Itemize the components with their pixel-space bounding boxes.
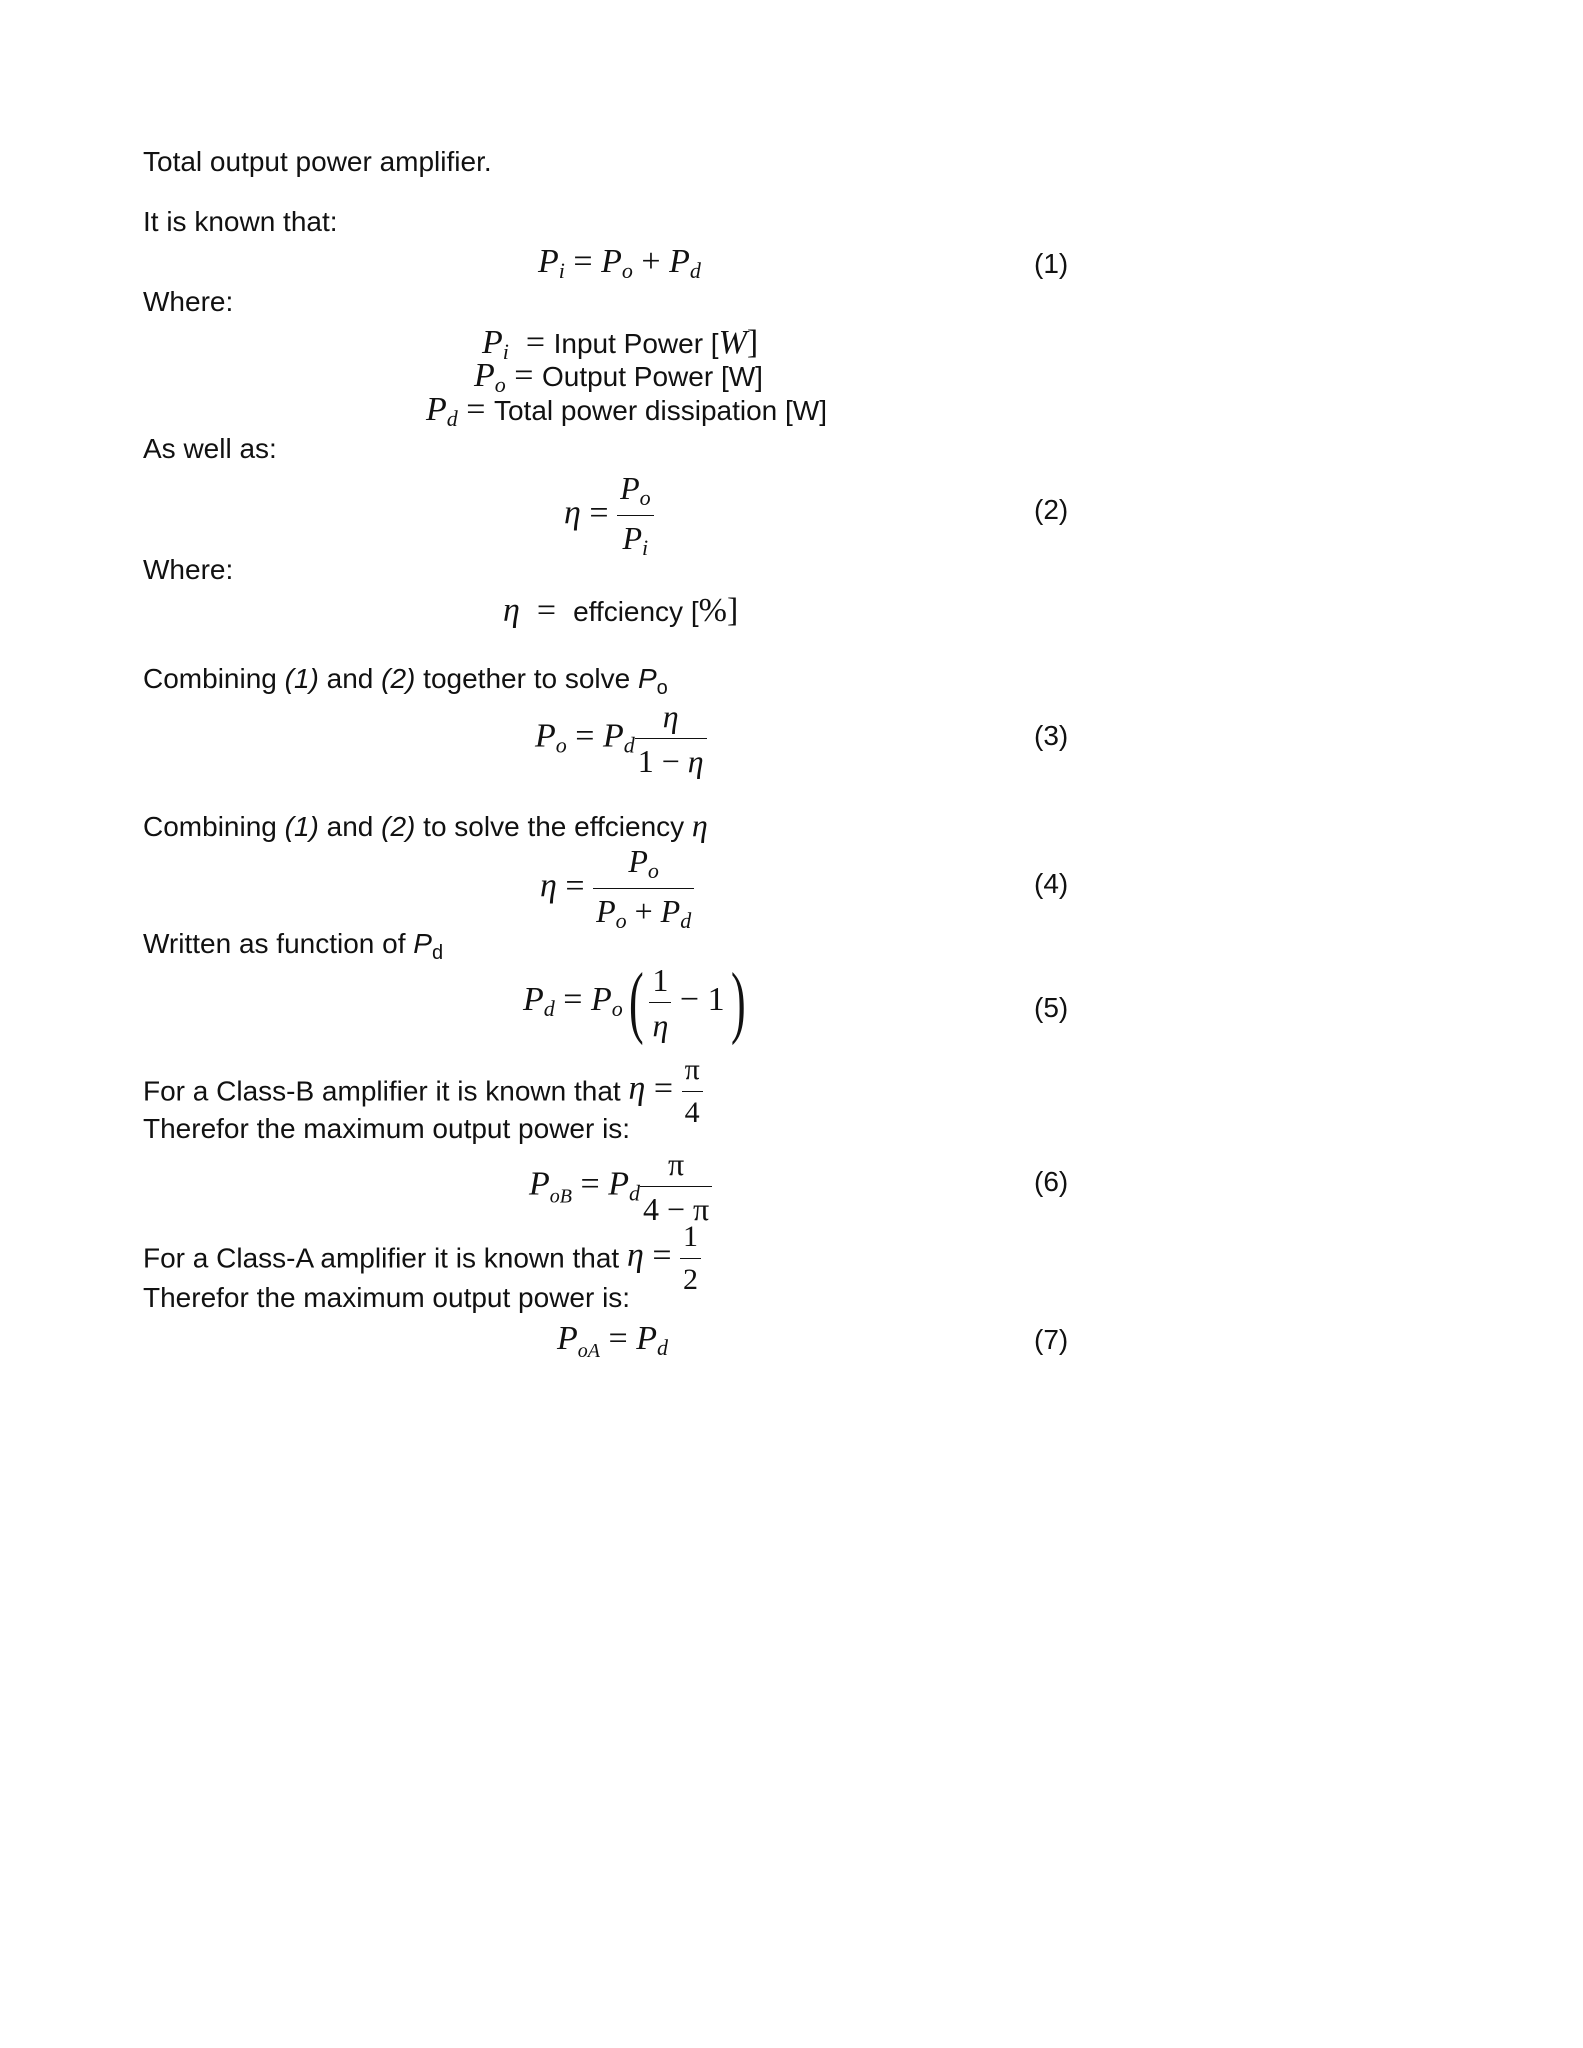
combine-text-1: Combining (1) and (2) together to solve $P_o$ <box>143 663 668 699</box>
definition-po: $P_o$ = Output Power [W] <box>474 357 763 397</box>
equation-4: η = $\frac{P_o}{P_o + P_d}$ <box>540 845 694 932</box>
equation-number-3: (3) <box>1034 720 1069 751</box>
known-text: It is known that: <box>143 206 338 237</box>
combine-text-2: Combining (1) and (2) to solve the effciency η <box>143 807 708 843</box>
as-well-text: As well as: <box>143 433 277 464</box>
written-text: Written as function of $P_d$ <box>143 928 444 964</box>
where-text-2: Where: <box>143 554 234 585</box>
therefor-text-1: Therefor the maximum output power is: <box>143 1113 631 1144</box>
equation-number-6: (6) <box>1034 1166 1069 1197</box>
title: Total output power amplifier. <box>143 146 492 177</box>
therefor-text-2: Therefor the maximum output power is: <box>143 1282 631 1313</box>
where-text-1: Where: <box>143 286 234 317</box>
equation-3: $P_o = P_d$ $\frac{\eta}{1 - \eta}$ <box>535 700 707 777</box>
equation-number-4: (4) <box>1034 868 1069 899</box>
equation-number-5: (5) <box>1034 992 1069 1023</box>
equation-2: η = $\frac{P_o}{P_i}$ <box>564 472 654 559</box>
definition-eta: η = effciency [%] <box>503 592 739 629</box>
equation-number-2: (2) <box>1034 494 1069 525</box>
definition-pi: $P_i$ = Input Power [W] <box>482 324 759 364</box>
equation-7: $P_{oA} = P_d$ <box>557 1320 668 1362</box>
equation-number-7: (7) <box>1034 1324 1069 1355</box>
class-a-text: For a Class-A amplifier it is known that η = $\frac{1}{2}$ <box>143 1222 701 1295</box>
definition-pd: $P_d$ = Total power dissipation [W] <box>426 391 828 431</box>
class-b-text: For a Class-B amplifier it is known that η = $\frac{\pi}{4}$ <box>143 1055 703 1128</box>
equation-5: $P_d = P_o$( $\frac{1}{\eta}$ − 1) <box>523 958 746 1046</box>
equation-6: $P_{oB} = P_d$ $\frac{\pi}{4 - \pi}$ <box>529 1148 712 1225</box>
equation-number-1: (1) <box>1034 248 1069 279</box>
equation-1: $P_i = P_o + P_d$ <box>538 243 701 283</box>
